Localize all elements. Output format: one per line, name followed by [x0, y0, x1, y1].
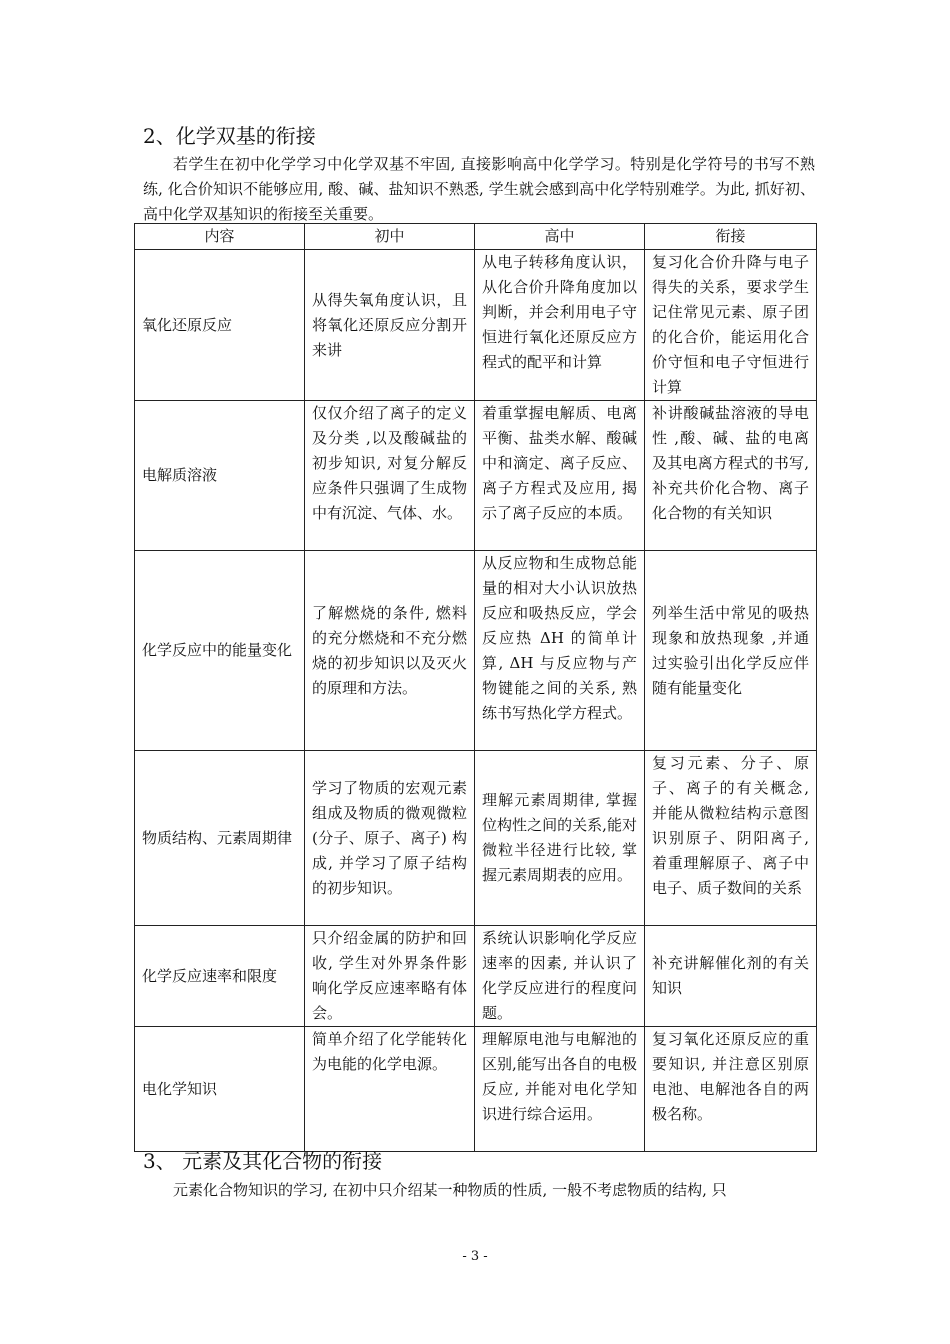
- section-3-title: 3、 元素及其化合物的衔接: [143, 1149, 383, 1173]
- cell-topic: 化学反应速率和限度: [135, 926, 305, 1027]
- cell-bridge: 复习元素、分子、原子、离子的有关概念, 并能从微粒结构示意图识别原子、阴阳离子, 着重理解原子、离子中电子、质子数间的关系: [645, 751, 817, 926]
- table-row: [135, 751, 817, 926]
- cell-senior: 着重掌握电解质、电离平衡、盐类水解、酸碱 中和滴定、离子反应、离子方程式及应用, 揭示了离子反应的本质。: [475, 401, 645, 551]
- cell-senior: 理解元素周期律, 掌握位构性之间的关系,能对微粒半径进行比较, 掌握元素周期表的应用。: [475, 751, 645, 926]
- cell-junior: 了解燃烧的条件, 燃料的充分燃烧和不充分燃烧的初步知识以及灭火的原理和方法。: [305, 551, 475, 751]
- table-row: [135, 926, 817, 1027]
- cell-junior: 简单介绍了化学能转化为电能的化学电源。: [305, 1027, 475, 1152]
- cell-bridge: 补充讲解催化剂的有关知识: [645, 926, 817, 1027]
- table-row: [135, 250, 817, 401]
- header-topic: 内容: [135, 224, 305, 250]
- table-row: [135, 1027, 817, 1152]
- table-row: [135, 551, 817, 751]
- page-number: - 3 -: [462, 1249, 488, 1264]
- cell-bridge: 列举生活中常见的吸热现象和放热现象 ,并通过实验引出化学反应伴随有能量变化: [645, 551, 817, 751]
- cell-senior: 系统认识影响化学反应速率的因素, 并认识了化学反应进行的程度问题。: [475, 926, 645, 1027]
- cell-topic: 物质结构、元素周期律: [135, 751, 305, 926]
- cell-topic: 氧化还原反应: [135, 250, 305, 401]
- cell-junior: 从得失氧角度认识，且将氧化还原反应分割开来讲: [305, 250, 475, 401]
- cell-topic: 电解质溶液: [135, 401, 305, 551]
- cell-junior: 只介绍金属的防护和回收, 学生对外界条件影响化学反应速率略有体会。: [305, 926, 475, 1027]
- cell-topic: 电化学知识: [135, 1027, 305, 1152]
- comparison-table: [134, 223, 817, 1152]
- cell-topic: 化学反应中的能量变化: [135, 551, 305, 751]
- header-bridge: 衔接: [645, 224, 817, 250]
- section-2-title: 2、化学双基的衔接: [143, 124, 316, 148]
- header-junior: 初中: [305, 224, 475, 250]
- cell-bridge: 复习氧化还原反应的重要知识, 并注意区别原电池、电解池各自的两极名称。: [645, 1027, 817, 1152]
- cell-senior: 理解原电池与电解池的区别,能写出各自的电极反应, 并能对电化学知识进行综合运用。: [475, 1027, 645, 1152]
- cell-senior: 从反应物和生成物总能量的相对大小认识放热反应和吸热反应，学会反应热 ΔH 的简单计算, ΔH 与反应物与产物键能之间的关系, 熟练书写热化学方程式。: [475, 551, 645, 751]
- cell-junior: 学习了物质的宏观元素组成及物质的微观微粒(分子、原子、离子) 构成, 并学习了原子结构的初步知识。: [305, 751, 475, 926]
- cell-junior: 仅仅介绍了离子的定义及分类 ,以及酸碱盐的初步知识, 对复分解反应条件只强调了生成物中有沉淀、气体、水。: [305, 401, 475, 551]
- cell-bridge: 补讲酸碱盐溶液的导电性 ,酸、碱、盐的电离及其电离方程式的书写, 补充共价化合物、离子化合物的有关知识: [645, 401, 817, 551]
- header-senior: 高中: [475, 224, 645, 250]
- section-3-intro: 元素化合物知识的学习, 在初中只介绍某一种物质的性质, 一般不考虑物质的结构, 只: [173, 1181, 727, 1199]
- table-header-row: [135, 224, 817, 250]
- cell-bridge: 复习化合价升降与电子得失的关系，要求学生记住常见元素、原子团的化合价，能运用化合价守恒和电子守恒进行计算: [645, 250, 817, 401]
- table-row: [135, 401, 817, 551]
- cell-senior: 从电子转移角度认识，从化合价升降角度加以判断，并会利用电子守恒进行氧化还原反应方程式的配平和计算: [475, 250, 645, 401]
- section-2-intro: 若学生在初中化学学习中化学双基不牢固, 直接影响高中化学学习。特别是化学符号的书写不熟练, 化合价知识不能够应用, 酸、碱、盐知识不熟悉, 学生就会感到高中化学特别难学。为此, 抓好初、高中化学双基知识的衔接至关重要。: [143, 155, 815, 223]
